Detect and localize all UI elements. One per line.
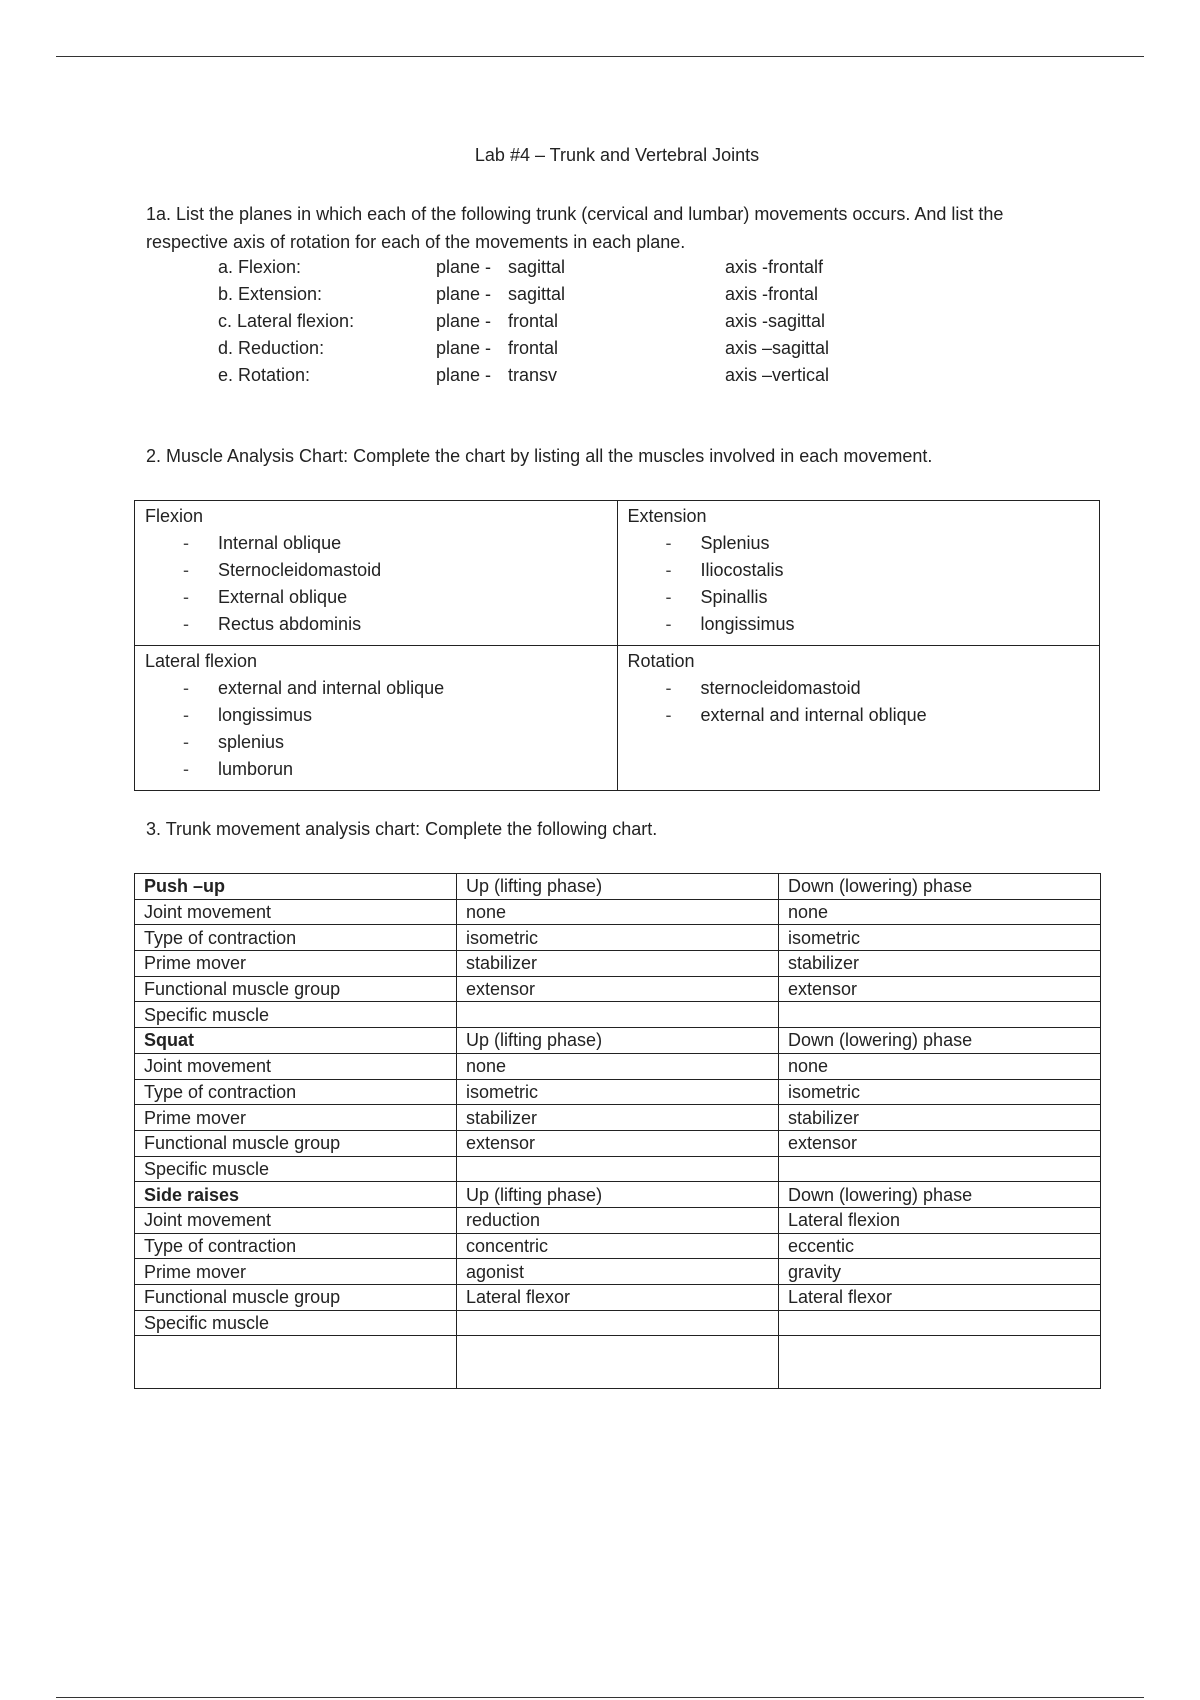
list-item: - Rectus abdominis: [145, 611, 607, 638]
down-value: none: [779, 899, 1101, 925]
row-label: Functional muscle group: [135, 1285, 457, 1311]
empty-cell: [779, 1336, 1101, 1389]
exercise-name: Side raises: [135, 1182, 457, 1208]
answer-row: [218, 335, 938, 362]
down-value: extensor: [779, 1130, 1101, 1156]
up-value: isometric: [457, 925, 779, 951]
up-value: extensor: [457, 1130, 779, 1156]
list-item: - longissimus: [628, 611, 1090, 638]
axis-value: axis –vertical: [725, 365, 830, 385]
table-row: [135, 1028, 1101, 1054]
plane-prefix: plane -: [436, 311, 492, 331]
plane-value: frontal: [508, 338, 559, 358]
down-value: none: [779, 1053, 1101, 1079]
empty-cell: [457, 1336, 779, 1389]
down-value: extensor: [779, 976, 1101, 1002]
up-value: agonist: [457, 1259, 779, 1285]
list-item: - external and internal oblique: [628, 702, 1090, 729]
table-row-empty: [135, 1336, 1101, 1389]
row-label: Joint movement: [135, 899, 457, 925]
up-value: stabilizer: [457, 951, 779, 977]
list-item: - External oblique: [145, 584, 607, 611]
question-2-prompt: 2. Muscle Analysis Chart: Complete the chart by listing all the muscles involved in each movement.: [146, 446, 933, 466]
question-1-prompt: 1a. List the planes in which each of the following trunk (cervical and lumbar) movements occurs. And list the respective axis of rotation for each of the movements in each plane.: [146, 204, 1004, 252]
list-item: - Spinallis: [628, 584, 1090, 611]
list-item: - Sternocleidomastoid: [145, 557, 607, 584]
movement-label: a. Flexion:: [218, 257, 302, 277]
axis-value: axis –sagittal: [725, 338, 830, 358]
empty-cell: [135, 1336, 457, 1389]
chart-cell-rotation: [617, 646, 1100, 791]
list-item: - longissimus: [145, 702, 607, 729]
axis-value: axis -sagittal: [725, 311, 826, 331]
row-label: Prime mover: [135, 1259, 457, 1285]
up-phase-header: Up (lifting phase): [457, 1028, 779, 1054]
table-row: [135, 1156, 1101, 1182]
up-value: extensor: [457, 976, 779, 1002]
chart-cell-flexion: [135, 501, 618, 646]
down-value: stabilizer: [779, 1105, 1101, 1131]
trunk-movement-chart: [134, 873, 1101, 1389]
up-value: none: [457, 899, 779, 925]
row-label: Joint movement: [135, 1207, 457, 1233]
up-value: [457, 1310, 779, 1336]
down-value: Lateral flexion: [779, 1207, 1101, 1233]
chart-cell-lateral-flexion: [135, 646, 618, 791]
up-value: none: [457, 1053, 779, 1079]
row-label: Specific muscle: [135, 1310, 457, 1336]
down-value: isometric: [779, 925, 1101, 951]
up-value: concentric: [457, 1233, 779, 1259]
down-value: [779, 1310, 1101, 1336]
cell-title: Flexion: [145, 506, 204, 526]
row-label: Type of contraction: [135, 1233, 457, 1259]
table-row: [135, 1002, 1101, 1028]
page-title: Lab #4 – Trunk and Vertebral Joints: [474, 145, 760, 165]
muscle-list: [145, 675, 607, 783]
row-label: Type of contraction: [135, 925, 457, 951]
muscle-list: [628, 530, 1090, 638]
table-row: [135, 1207, 1101, 1233]
plane-value: sagittal: [508, 284, 566, 304]
movement-label: b. Extension:: [218, 284, 323, 304]
down-value: [779, 1002, 1101, 1028]
list-item: - Internal oblique: [145, 530, 607, 557]
answer-row: [218, 254, 938, 281]
list-item: - sternocleidomastoid: [628, 675, 1090, 702]
axis-value: axis -frontal: [725, 284, 819, 304]
answer-row: [218, 308, 938, 335]
up-phase-header: Up (lifting phase): [457, 1182, 779, 1208]
plane-value: sagittal: [508, 257, 566, 277]
table-row: [135, 1233, 1101, 1259]
down-value: isometric: [779, 1079, 1101, 1105]
plane-prefix: plane -: [436, 338, 492, 358]
list-item: - external and internal oblique: [145, 675, 607, 702]
header-rule: [56, 56, 1144, 57]
answer-row: [218, 362, 938, 389]
row-label: Functional muscle group: [135, 976, 457, 1002]
down-phase-header: Down (lowering) phase: [779, 874, 1101, 900]
table-row: [135, 951, 1101, 977]
plane-value: transv: [508, 365, 558, 385]
table-row: [135, 899, 1101, 925]
exercise-name: Squat: [135, 1028, 457, 1054]
list-item: - Splenius: [628, 530, 1090, 557]
plane-prefix: plane -: [436, 284, 492, 304]
row-label: Specific muscle: [135, 1156, 457, 1182]
down-value: stabilizer: [779, 951, 1101, 977]
row-label: Prime mover: [135, 951, 457, 977]
up-value: stabilizer: [457, 1105, 779, 1131]
down-value: Lateral flexor: [779, 1285, 1101, 1311]
muscle-list: [145, 530, 607, 638]
down-value: eccentic: [779, 1233, 1101, 1259]
up-value: [457, 1002, 779, 1028]
table-row: [135, 1053, 1101, 1079]
question-1-answers: [218, 254, 938, 389]
table-row: [135, 1310, 1101, 1336]
row-label: Type of contraction: [135, 1079, 457, 1105]
axis-value: axis -frontalf: [725, 257, 824, 277]
chart-cell-extension: [617, 501, 1100, 646]
table-row: [135, 925, 1101, 951]
plane-prefix: plane -: [436, 257, 492, 277]
table-row: [135, 1259, 1101, 1285]
list-item: - splenius: [145, 729, 607, 756]
table-row: [135, 1079, 1101, 1105]
exercise-name: Push –up: [135, 874, 457, 900]
up-value: [457, 1156, 779, 1182]
row-label: Functional muscle group: [135, 1130, 457, 1156]
movement-label: d. Reduction:: [218, 338, 325, 358]
table-row: [135, 1105, 1101, 1131]
movement-label: c. Lateral flexion:: [218, 311, 355, 331]
table-row: [135, 1285, 1101, 1311]
muscle-list: [628, 675, 1090, 729]
row-label: Specific muscle: [135, 1002, 457, 1028]
cell-title: Lateral flexion: [145, 651, 258, 671]
plane-prefix: plane -: [436, 365, 492, 385]
row-label: Joint movement: [135, 1053, 457, 1079]
down-phase-header: Down (lowering) phase: [779, 1028, 1101, 1054]
row-label: Prime mover: [135, 1105, 457, 1131]
down-value: gravity: [779, 1259, 1101, 1285]
list-item: - lumborun: [145, 756, 607, 783]
table-row: [135, 1182, 1101, 1208]
answer-row: [218, 281, 938, 308]
table-row: [135, 976, 1101, 1002]
movement-label: e. Rotation:: [218, 365, 311, 385]
list-item: - Iliocostalis: [628, 557, 1090, 584]
up-phase-header: Up (lifting phase): [457, 874, 779, 900]
down-phase-header: Down (lowering) phase: [779, 1182, 1101, 1208]
question-3-prompt: 3. Trunk movement analysis chart: Complete the following chart.: [146, 819, 658, 839]
footer-rule: [56, 1697, 1144, 1698]
up-value: reduction: [457, 1207, 779, 1233]
down-value: [779, 1156, 1101, 1182]
muscle-analysis-chart: [134, 500, 1100, 791]
cell-title: Rotation: [627, 651, 695, 671]
plane-value: frontal: [508, 311, 559, 331]
cell-title: Extension: [627, 506, 707, 526]
table-row: [135, 874, 1101, 900]
up-value: isometric: [457, 1079, 779, 1105]
table-row: [135, 1130, 1101, 1156]
up-value: Lateral flexor: [457, 1285, 779, 1311]
